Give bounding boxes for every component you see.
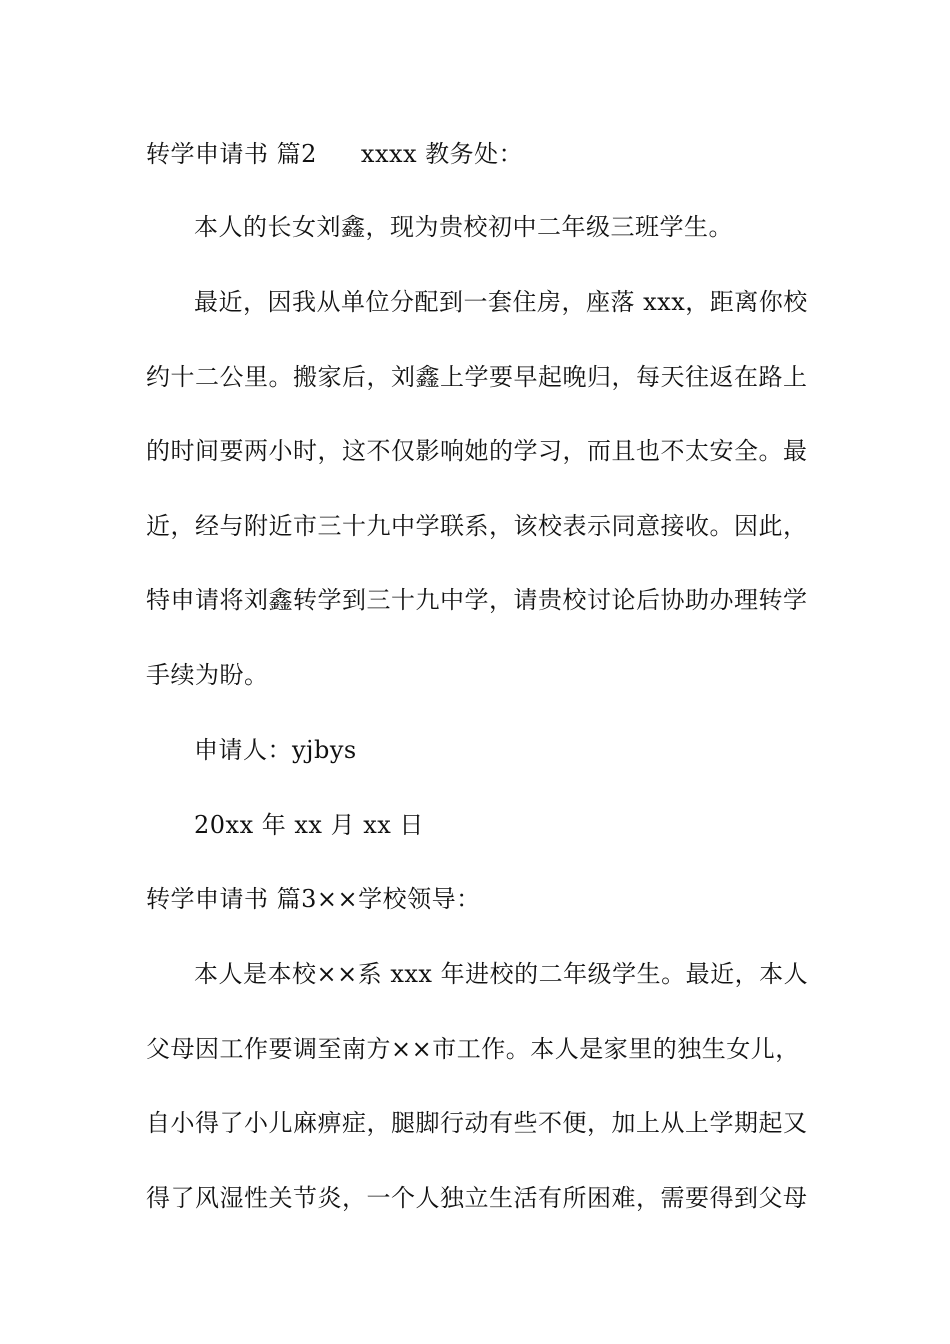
section2-recipient: xxxx 教务处： (360, 140, 524, 168)
section2-title-line (146, 138, 816, 170)
section3-heading: 转学申请书 篇3××学校领导： (146, 885, 481, 913)
section2-paragraph2-line: 约十二公里。搬家后，刘鑫上学要早起晚归，每天往返在路上 (146, 363, 808, 391)
section2-applicant: 申请人：yjbys (194, 736, 357, 764)
section2-paragraph2-line: 手续为盼。 (146, 661, 269, 689)
section2-paragraph2-line: 特申请将刘鑫转学到三十九中学，请贵校讨论后协助办理转学 (146, 586, 808, 614)
section3-paragraph1-line: 本人是本校××系 xxx 年进校的二年级学生。最近，本人 (194, 960, 809, 988)
section3-paragraph1-line: 自小得了小儿麻痹症，腿脚行动有些不便，加上从上学期起又 (146, 1109, 808, 1137)
section2-date: 20xx 年 xx 月 xx 日 (194, 811, 424, 839)
section2-paragraph1: 本人的长女刘鑫，现为贵校初中二年级三班学生。 (194, 213, 733, 241)
section2-paragraph2-line: 近，经与附近市三十九中学联系，该校表示同意接收。因此， (146, 512, 808, 540)
section2-paragraph2-line: 的时间要两小时，这不仅影响她的学习，而且也不太安全。最 (146, 437, 808, 465)
section3-paragraph1-line: 父母因工作要调至南方××市工作。本人是家里的独生女儿， (146, 1035, 800, 1063)
section3-paragraph1-line: 得了风湿性关节炎，一个人独立生活有所困难，需要得到父母 (146, 1184, 808, 1212)
section2-paragraph2-line: 最近，因我从单位分配到一套住房，座落 xxx，距离你校 (194, 288, 808, 316)
section2-heading: 转学申请书 篇2 (146, 140, 317, 168)
